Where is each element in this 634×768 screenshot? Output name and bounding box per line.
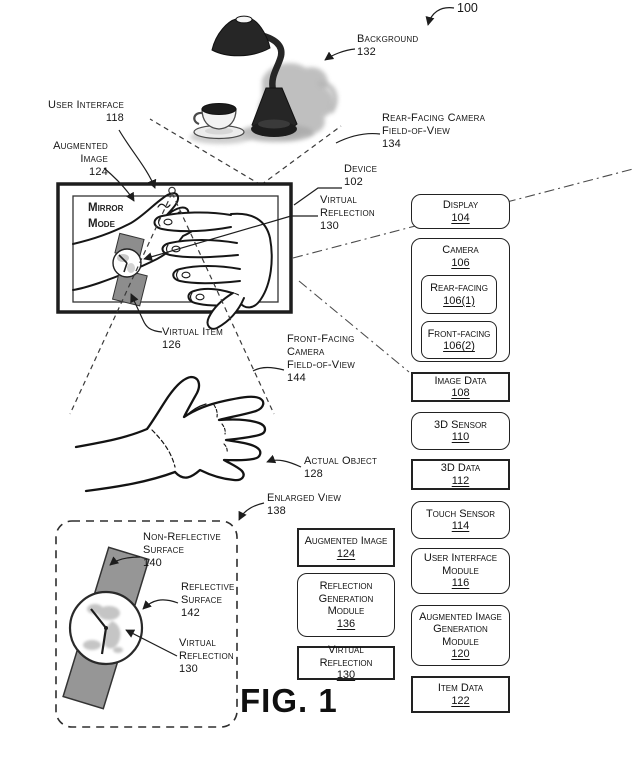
callout-device: Device 102 bbox=[344, 163, 378, 188]
box-image-data: Image Data 108 bbox=[411, 372, 510, 402]
box-3d-data: 3D Data 112 bbox=[411, 459, 510, 490]
callout-virtual-reflection-enlarged: Virtual Reflection 130 bbox=[179, 637, 234, 675]
callout-augmented-image: Augmented Image 124 bbox=[53, 140, 108, 178]
callout-actual-object: Actual Object 128 bbox=[304, 455, 378, 480]
leader-enlarged-view bbox=[239, 503, 264, 520]
leader-user-interface bbox=[119, 130, 155, 188]
leader-reflective bbox=[143, 600, 178, 609]
callout-front-camera-fov: Front-Facing Camera Field-of-View 144 bbox=[287, 333, 355, 384]
box-augmented-image-generation-module: Augmented Image Generation Module 120 bbox=[411, 605, 510, 666]
callout-rear-camera-fov: Rear-Facing Camera Field-of-View 134 bbox=[382, 112, 486, 150]
box-display: Display 104 bbox=[411, 194, 510, 229]
coffee-cup bbox=[194, 104, 244, 139]
mirror-mode-label: Mirror Mode bbox=[88, 202, 124, 230]
leader-figure-ref bbox=[428, 8, 454, 25]
box-camera: Camera 106 Rear-facing 106(1) Front-facing 106(2) bbox=[411, 238, 510, 362]
callout-non-reflective-surface: Non-Reflective Surface 140 bbox=[143, 531, 221, 569]
box-item-data: Item Data 122 bbox=[411, 676, 510, 713]
box-reflection-generation-module: Reflection Generation Module 136 bbox=[297, 573, 395, 637]
callout-user-interface: User Interface 118 bbox=[48, 99, 124, 124]
callout-virtual-reflection: Virtual Reflection 130 bbox=[320, 194, 375, 232]
figure-caption: FIG. 1 bbox=[240, 682, 338, 719]
box-rear-facing-camera: Rear-facing 106(1) bbox=[421, 275, 497, 314]
leader-rear-fov bbox=[336, 134, 380, 143]
box-augmented-image: Augmented Image 124 bbox=[297, 528, 395, 567]
box-3d-sensor: 3D Sensor 110 bbox=[411, 412, 510, 450]
callout-reflective-surface: Reflective Surface 142 bbox=[181, 581, 235, 619]
enlarged-watch bbox=[63, 547, 149, 708]
leader-front-fov bbox=[253, 368, 284, 372]
box-user-interface-module: User Interface Module 116 bbox=[411, 548, 510, 594]
leader-background bbox=[325, 49, 355, 60]
box-virtual-reflection: Virtual Reflection 130 bbox=[297, 646, 395, 680]
box-touch-sensor: Touch Sensor 114 bbox=[411, 501, 510, 539]
figure-ref-number: 100 bbox=[457, 1, 478, 15]
callout-enlarged-view: Enlarged View 138 bbox=[267, 492, 342, 517]
background-scene bbox=[190, 16, 335, 144]
leader-actual-object bbox=[267, 460, 301, 467]
actual-hand bbox=[76, 377, 265, 491]
box-front-facing-camera: Front-facing 106(2) bbox=[421, 321, 497, 359]
callout-background: Background 132 bbox=[357, 33, 419, 58]
callout-virtual-item: Virtual Item 126 bbox=[162, 326, 224, 351]
